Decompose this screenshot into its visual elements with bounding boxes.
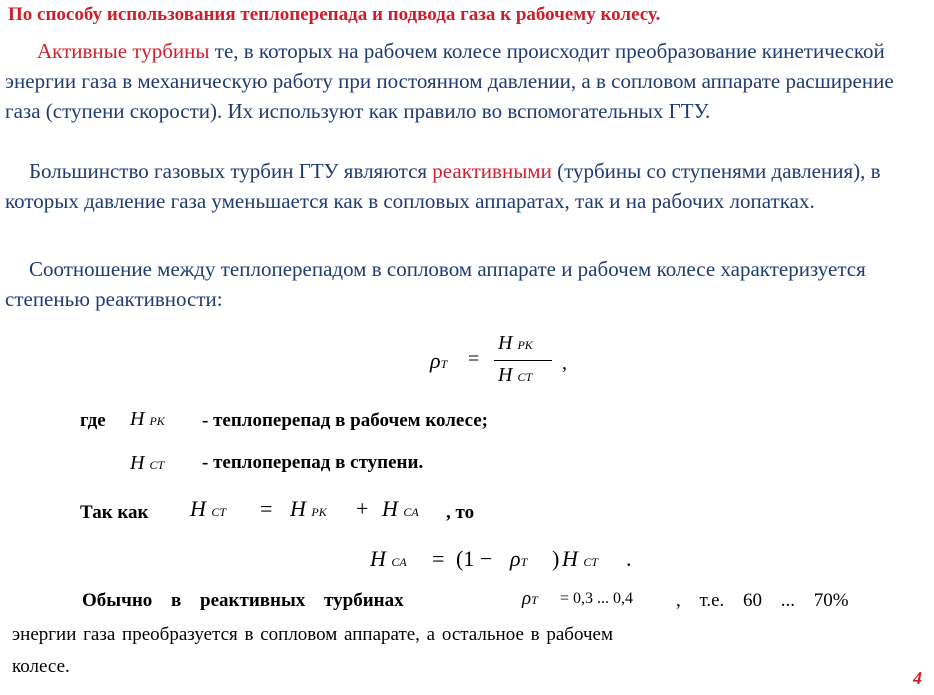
- formula2-lhs: H CA: [370, 546, 407, 571]
- since-prefix: Так как: [80, 502, 149, 523]
- paragraph-active-turbines-text: те, в которых на рабочем колесе происходит преобразование кинетической энергии газа в механическую работу при постоянном давлении, а в сопловом аппарате расширение газа (ступени скорости). Их используют как правило во вспомогательных ГТУ.: [5, 39, 894, 123]
- highlight-active-turbines: Активные турбины: [37, 39, 210, 63]
- formula2-hct: H CT: [562, 546, 599, 571]
- page-number: 4: [913, 668, 922, 688]
- def2-text: - теплоперепад в ступени.: [202, 452, 424, 473]
- since-hca: H CA: [382, 496, 419, 521]
- def1-prefix: где: [80, 410, 106, 431]
- formula2-eq: =: [432, 546, 445, 571]
- usually-before: Обычно в реактивных турбинах: [82, 590, 404, 611]
- paragraph-reactivity-degree: Соотношение между теплоперепадом в сопловом аппарате и рабочем колесе характеризуется степенью реактивности:: [5, 257, 866, 311]
- usually-rho: ρT: [522, 588, 538, 609]
- formula1-numerator: H PK: [498, 332, 533, 354]
- since-hpk: H PK: [290, 496, 327, 521]
- paragraph-active-turbines: [5, 36, 927, 126]
- usually-after: , т.е. 60 ... 70%: [676, 590, 849, 611]
- formula2-open: (1 −: [456, 546, 493, 571]
- def1-symbol: H PK: [130, 408, 165, 430]
- paragraph-reactive-after: (турбины со ступенями давления), в которых давление газа уменьшается как в сопловых аппаратах, так и на рабочих лопатках.: [5, 159, 881, 213]
- since-eq: =: [260, 496, 273, 521]
- formula1-fraction-line: [494, 360, 552, 361]
- def2-symbol: H CT: [130, 452, 165, 474]
- slide-title: По способу использования теплоперепада и подвода газа к рабочему колесу.: [8, 4, 661, 25]
- formula2-rho: ρT: [510, 546, 528, 571]
- formula1-comma: ,: [562, 352, 567, 374]
- def1-text: - теплоперепад в рабочем колесе;: [202, 410, 489, 431]
- formula2-close: ): [552, 546, 560, 571]
- paragraph-reactive-turbines: [5, 156, 927, 216]
- paragraph-reactive-before: Большинство газовых турбин ГТУ являются: [29, 159, 433, 183]
- formula1-lhs: ρT: [430, 348, 448, 373]
- formula2-period: .: [626, 546, 632, 571]
- usually-line3: колесе.: [12, 656, 70, 677]
- since-hct: H CT: [190, 496, 227, 521]
- formula1-denominator: H CT: [498, 364, 533, 386]
- usually-range: = 0,3 ... 0,4: [560, 590, 634, 607]
- formula1-eq: =: [468, 348, 480, 370]
- since-suffix: , то: [446, 502, 475, 523]
- since-plus: +: [356, 496, 369, 521]
- highlight-reactive: реактивными: [432, 159, 552, 183]
- usually-line2: энергии газа преобразуется в сопловом аппарате, а остальное в рабочем: [12, 624, 613, 645]
